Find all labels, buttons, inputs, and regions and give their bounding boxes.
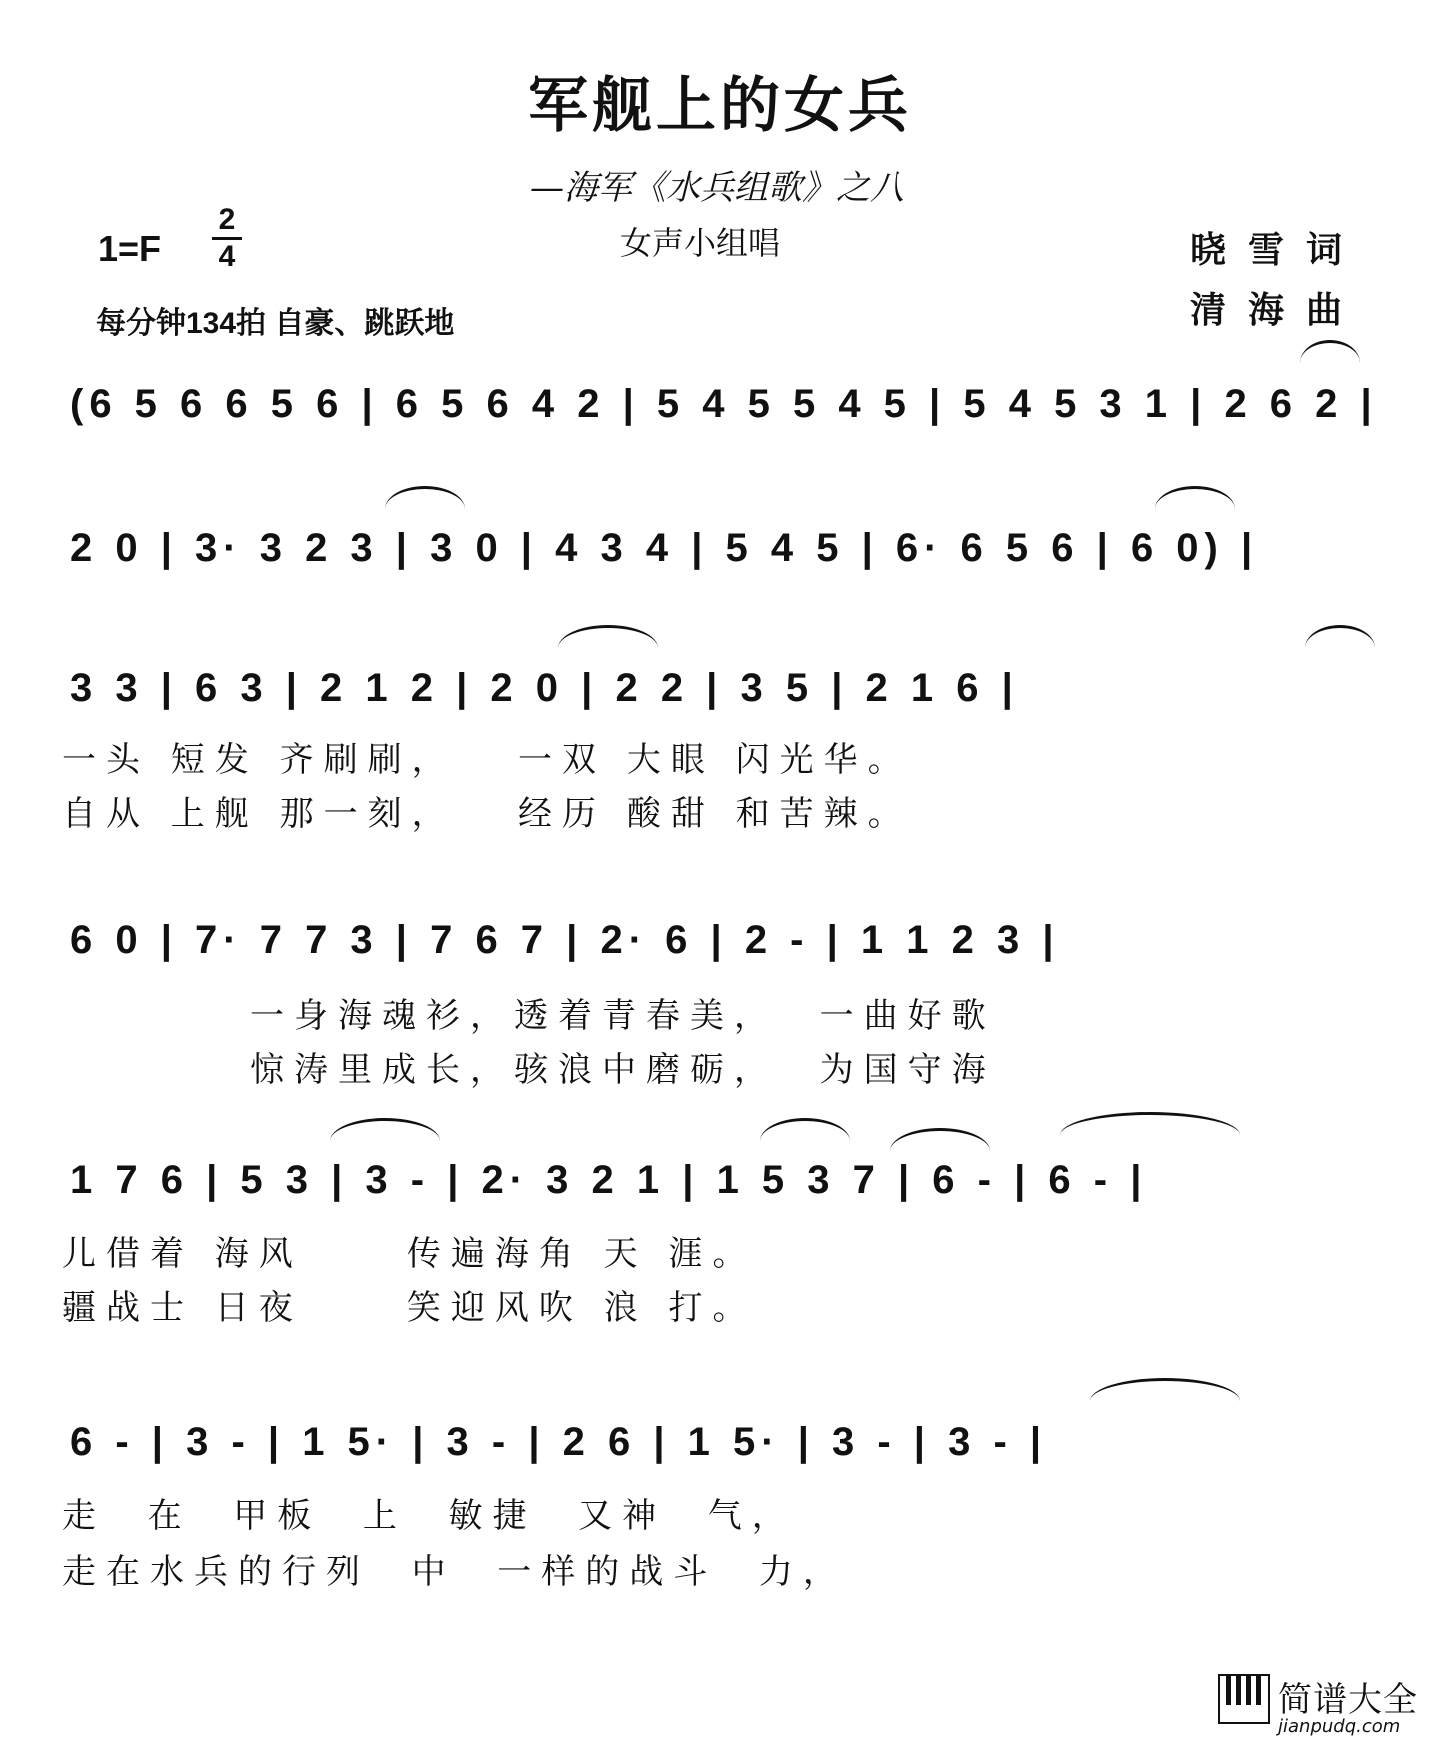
score-line-2: 2 0 | 3· 3 2 3 | 3 0 | 4 3 4 | 5 4 5 | 6· 6 5 6 | 6 0) | [70, 526, 1259, 570]
time-signature [212, 205, 242, 272]
lyric-line-6-verse-1: 走 在 甲板 上 敏捷 又神 气， [62, 1496, 796, 1536]
tempo-marking: 每分钟134拍 自豪、跳跃地 [96, 307, 455, 340]
tie-mark [760, 1118, 850, 1141]
tie-mark [330, 1118, 440, 1141]
tie-mark [890, 1128, 990, 1151]
score-line-5: 1 7 6 | 5 3 | 3 - | 2· 3 2 1 | 1 5 3 7 | 6 - | 6 - | [70, 1158, 1148, 1202]
score-line-6: 6 - | 3 - | 1 5· | 3 - | 2 6 | 1 5· | 3 - | 3 - | [70, 1420, 1048, 1464]
site-name: 简谱大全 [1278, 1680, 1418, 1720]
lyric-line-5-verse-1: 儿借着 海风 传遍海角 天 涯。 [62, 1234, 757, 1274]
score-line-3: 3 3 | 6 3 | 2 1 2 | 2 0 | 2 2 | 3 5 | 2 1 6 | [70, 666, 1019, 710]
site-url: jianpudq.com [1278, 1716, 1401, 1737]
time-signature-top: 2 [212, 205, 242, 240]
site-logo [1218, 1672, 1428, 1736]
key-signature: 1=F [98, 228, 162, 269]
tie-mark [1300, 340, 1360, 363]
score-line-4: 6 0 | 7· 7 7 3 | 7 6 7 | 2· 6 | 2 - | 1 1 2 3 | [70, 918, 1060, 962]
piano-keys-icon [1218, 1674, 1270, 1724]
lyricist-credit: 晓雪词 [1190, 229, 1365, 271]
lyric-line-4-verse-1: 一身海魂衫，透着青春美， 一曲好歌 [250, 996, 996, 1036]
lyric-line-5-verse-2: 疆战士 日夜 笑迎风吹 浪 打。 [62, 1288, 757, 1328]
score-line-1: (6 5 6 6 5 6 | 6 5 6 4 2 | 5 4 5 5 4 5 | 5 4 5 3 1 | 2 6 2 | [70, 382, 1378, 426]
lyric-line-4-verse-2: 惊涛里成长，骇浪中磨砺， 为国守海 [250, 1050, 996, 1090]
tie-mark [558, 625, 658, 648]
composer-credit: 清海曲 [1190, 289, 1365, 331]
performance-type: 女声小组唱 [620, 224, 781, 262]
time-signature-bottom: 4 [218, 240, 236, 273]
page-title: 军舰上的女兵 [528, 71, 912, 141]
subtitle: —海军《水兵组歌》之八 [530, 168, 904, 208]
lyric-line-3-verse-2: 自从 上舰 那一刻， 经历 酸甜 和苦辣。 [62, 794, 912, 834]
tie-mark [1155, 486, 1235, 509]
lyric-line-3-verse-1: 一头 短发 齐刷刷， 一双 大眼 闪光华。 [62, 740, 912, 780]
lyric-line-6-verse-2: 走在水兵的行列 中 一样的战斗 力， [62, 1552, 847, 1592]
tie-mark [1090, 1378, 1240, 1401]
tie-mark [1060, 1112, 1240, 1135]
tie-mark [1305, 625, 1375, 648]
tie-mark [385, 486, 465, 509]
